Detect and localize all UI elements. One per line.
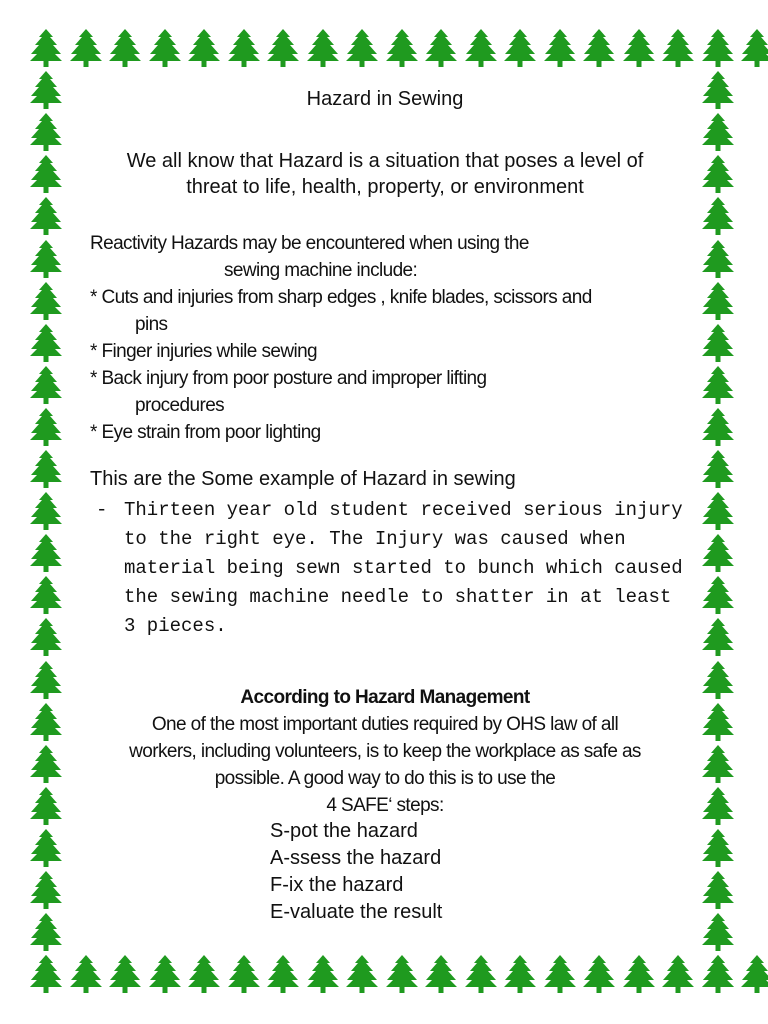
christmas-tree-icon [28, 365, 64, 405]
christmas-tree-icon [28, 239, 64, 279]
christmas-tree-icon [28, 449, 64, 489]
christmas-tree-icon [463, 954, 499, 994]
christmas-tree-icon [739, 28, 768, 68]
christmas-tree-icon [739, 954, 768, 994]
christmas-tree-icon [502, 954, 538, 994]
christmas-tree-icon [28, 744, 64, 784]
christmas-tree-icon [700, 870, 736, 910]
hazard-bullet: * Finger injuries while sewing [90, 341, 317, 362]
christmas-tree-icon [28, 575, 64, 615]
christmas-tree-icon [28, 954, 64, 994]
christmas-tree-icon [28, 702, 64, 742]
christmas-tree-icon [147, 28, 183, 68]
christmas-tree-icon [186, 954, 222, 994]
christmas-tree-icon [700, 575, 736, 615]
christmas-tree-icon [384, 954, 420, 994]
hazard-bullet-continuation: pins [135, 314, 168, 335]
christmas-tree-icon [68, 954, 104, 994]
step-item: S-pot the hazard [270, 820, 418, 842]
section-heading: According to Hazard Management [240, 687, 530, 708]
christmas-tree-icon [265, 954, 301, 994]
christmas-tree-icon [28, 112, 64, 152]
christmas-tree-icon [28, 281, 64, 321]
safe-steps [270, 818, 442, 926]
christmas-tree-icon [423, 954, 459, 994]
christmas-tree-icon [28, 70, 64, 110]
christmas-tree-icon [107, 954, 143, 994]
christmas-tree-icon [28, 786, 64, 826]
christmas-tree-icon [463, 28, 499, 68]
management-line: workers, including volunteers, is to keep the workplace as safe as [129, 741, 641, 762]
step-item: E-valuate the result [270, 901, 443, 923]
christmas-tree-icon [700, 407, 736, 447]
example-intro: This are the Some example of Hazard in sewing [90, 468, 516, 490]
christmas-tree-icon [700, 786, 736, 826]
christmas-tree-icon [700, 28, 736, 68]
step-item: F-ix the hazard [270, 874, 404, 896]
christmas-tree-icon [28, 154, 64, 194]
example-text: Thirteen year old student received serious injury to the right eye. The Injury was caused when material being sewn started to bunch which caused the sewing machine needle to shatter in at least 3 pieces. [124, 499, 683, 637]
christmas-tree-icon [700, 954, 736, 994]
christmas-tree-icon [344, 28, 380, 68]
christmas-tree-icon [700, 828, 736, 868]
christmas-tree-icon [28, 660, 64, 700]
christmas-tree-icon [621, 28, 657, 68]
christmas-tree-icon [700, 281, 736, 321]
christmas-tree-icon [344, 954, 380, 994]
christmas-tree-icon [28, 196, 64, 236]
christmas-tree-icon [68, 28, 104, 68]
christmas-tree-icon [28, 828, 64, 868]
christmas-tree-icon [700, 323, 736, 363]
hazard-bullet-continuation: procedures [135, 395, 225, 416]
intro-line: We all know that Hazard is a situation that poses a level of [126, 150, 644, 172]
christmas-tree-icon [542, 28, 578, 68]
christmas-tree-icon [226, 954, 262, 994]
christmas-tree-icon [226, 28, 262, 68]
christmas-tree-icon [28, 870, 64, 910]
christmas-tree-icon [700, 154, 736, 194]
christmas-tree-icon [186, 28, 222, 68]
christmas-tree-icon [700, 491, 736, 531]
christmas-tree-icon [28, 323, 64, 363]
christmas-tree-icon [28, 28, 64, 68]
christmas-tree-icon [700, 196, 736, 236]
example-item [90, 496, 690, 641]
christmas-tree-icon [384, 28, 420, 68]
step-item: A-ssess the hazard [270, 847, 442, 869]
reactivity-hazards [90, 230, 690, 446]
christmas-tree-icon [147, 954, 183, 994]
christmas-tree-icon [700, 660, 736, 700]
christmas-tree-icon [700, 533, 736, 573]
christmas-tree-icon [28, 912, 64, 952]
hazard-management [90, 684, 680, 819]
hazard-bullet: * Eye strain from poor lighting [90, 422, 321, 443]
christmas-tree-icon [621, 954, 657, 994]
list-dash: - [96, 499, 108, 521]
christmas-tree-icon [28, 533, 64, 573]
christmas-tree-icon [700, 365, 736, 405]
hazard-bullet: * Cuts and injuries from sharp edges , knife blades, scissors and [90, 287, 592, 308]
management-line: One of the most important duties required by OHS law of all [151, 714, 619, 735]
christmas-tree-icon [28, 407, 64, 447]
christmas-tree-icon [700, 912, 736, 952]
christmas-tree-icon [660, 28, 696, 68]
christmas-tree-icon [660, 954, 696, 994]
christmas-tree-icon [305, 28, 341, 68]
christmas-tree-icon [265, 28, 301, 68]
christmas-tree-icon [502, 28, 538, 68]
christmas-tree-icon [423, 28, 459, 68]
christmas-tree-icon [700, 744, 736, 784]
management-line: 4 SAFE‘ steps: [326, 795, 444, 816]
reactivity-line: sewing machine include: [224, 260, 418, 281]
christmas-tree-icon [305, 954, 341, 994]
reactivity-line: Reactivity Hazards may be encountered when using the [90, 233, 529, 254]
christmas-tree-icon [700, 112, 736, 152]
management-line: possible. A good way to do this is to use the [214, 768, 556, 789]
christmas-tree-icon [107, 28, 143, 68]
christmas-tree-icon [28, 491, 64, 531]
christmas-tree-icon [700, 617, 736, 657]
christmas-tree-icon [28, 617, 64, 657]
intro-paragraph [90, 148, 680, 200]
intro-line: threat to life, health, property, or environment [186, 176, 584, 198]
christmas-tree-icon [700, 239, 736, 279]
christmas-tree-icon [700, 702, 736, 742]
christmas-tree-icon [581, 954, 617, 994]
christmas-tree-icon [542, 954, 578, 994]
christmas-tree-icon [700, 70, 736, 110]
hazard-bullet: * Back injury from poor posture and improper lifting [90, 368, 487, 389]
christmas-tree-icon [581, 28, 617, 68]
page-title: Hazard in Sewing [306, 88, 464, 110]
christmas-tree-icon [700, 449, 736, 489]
